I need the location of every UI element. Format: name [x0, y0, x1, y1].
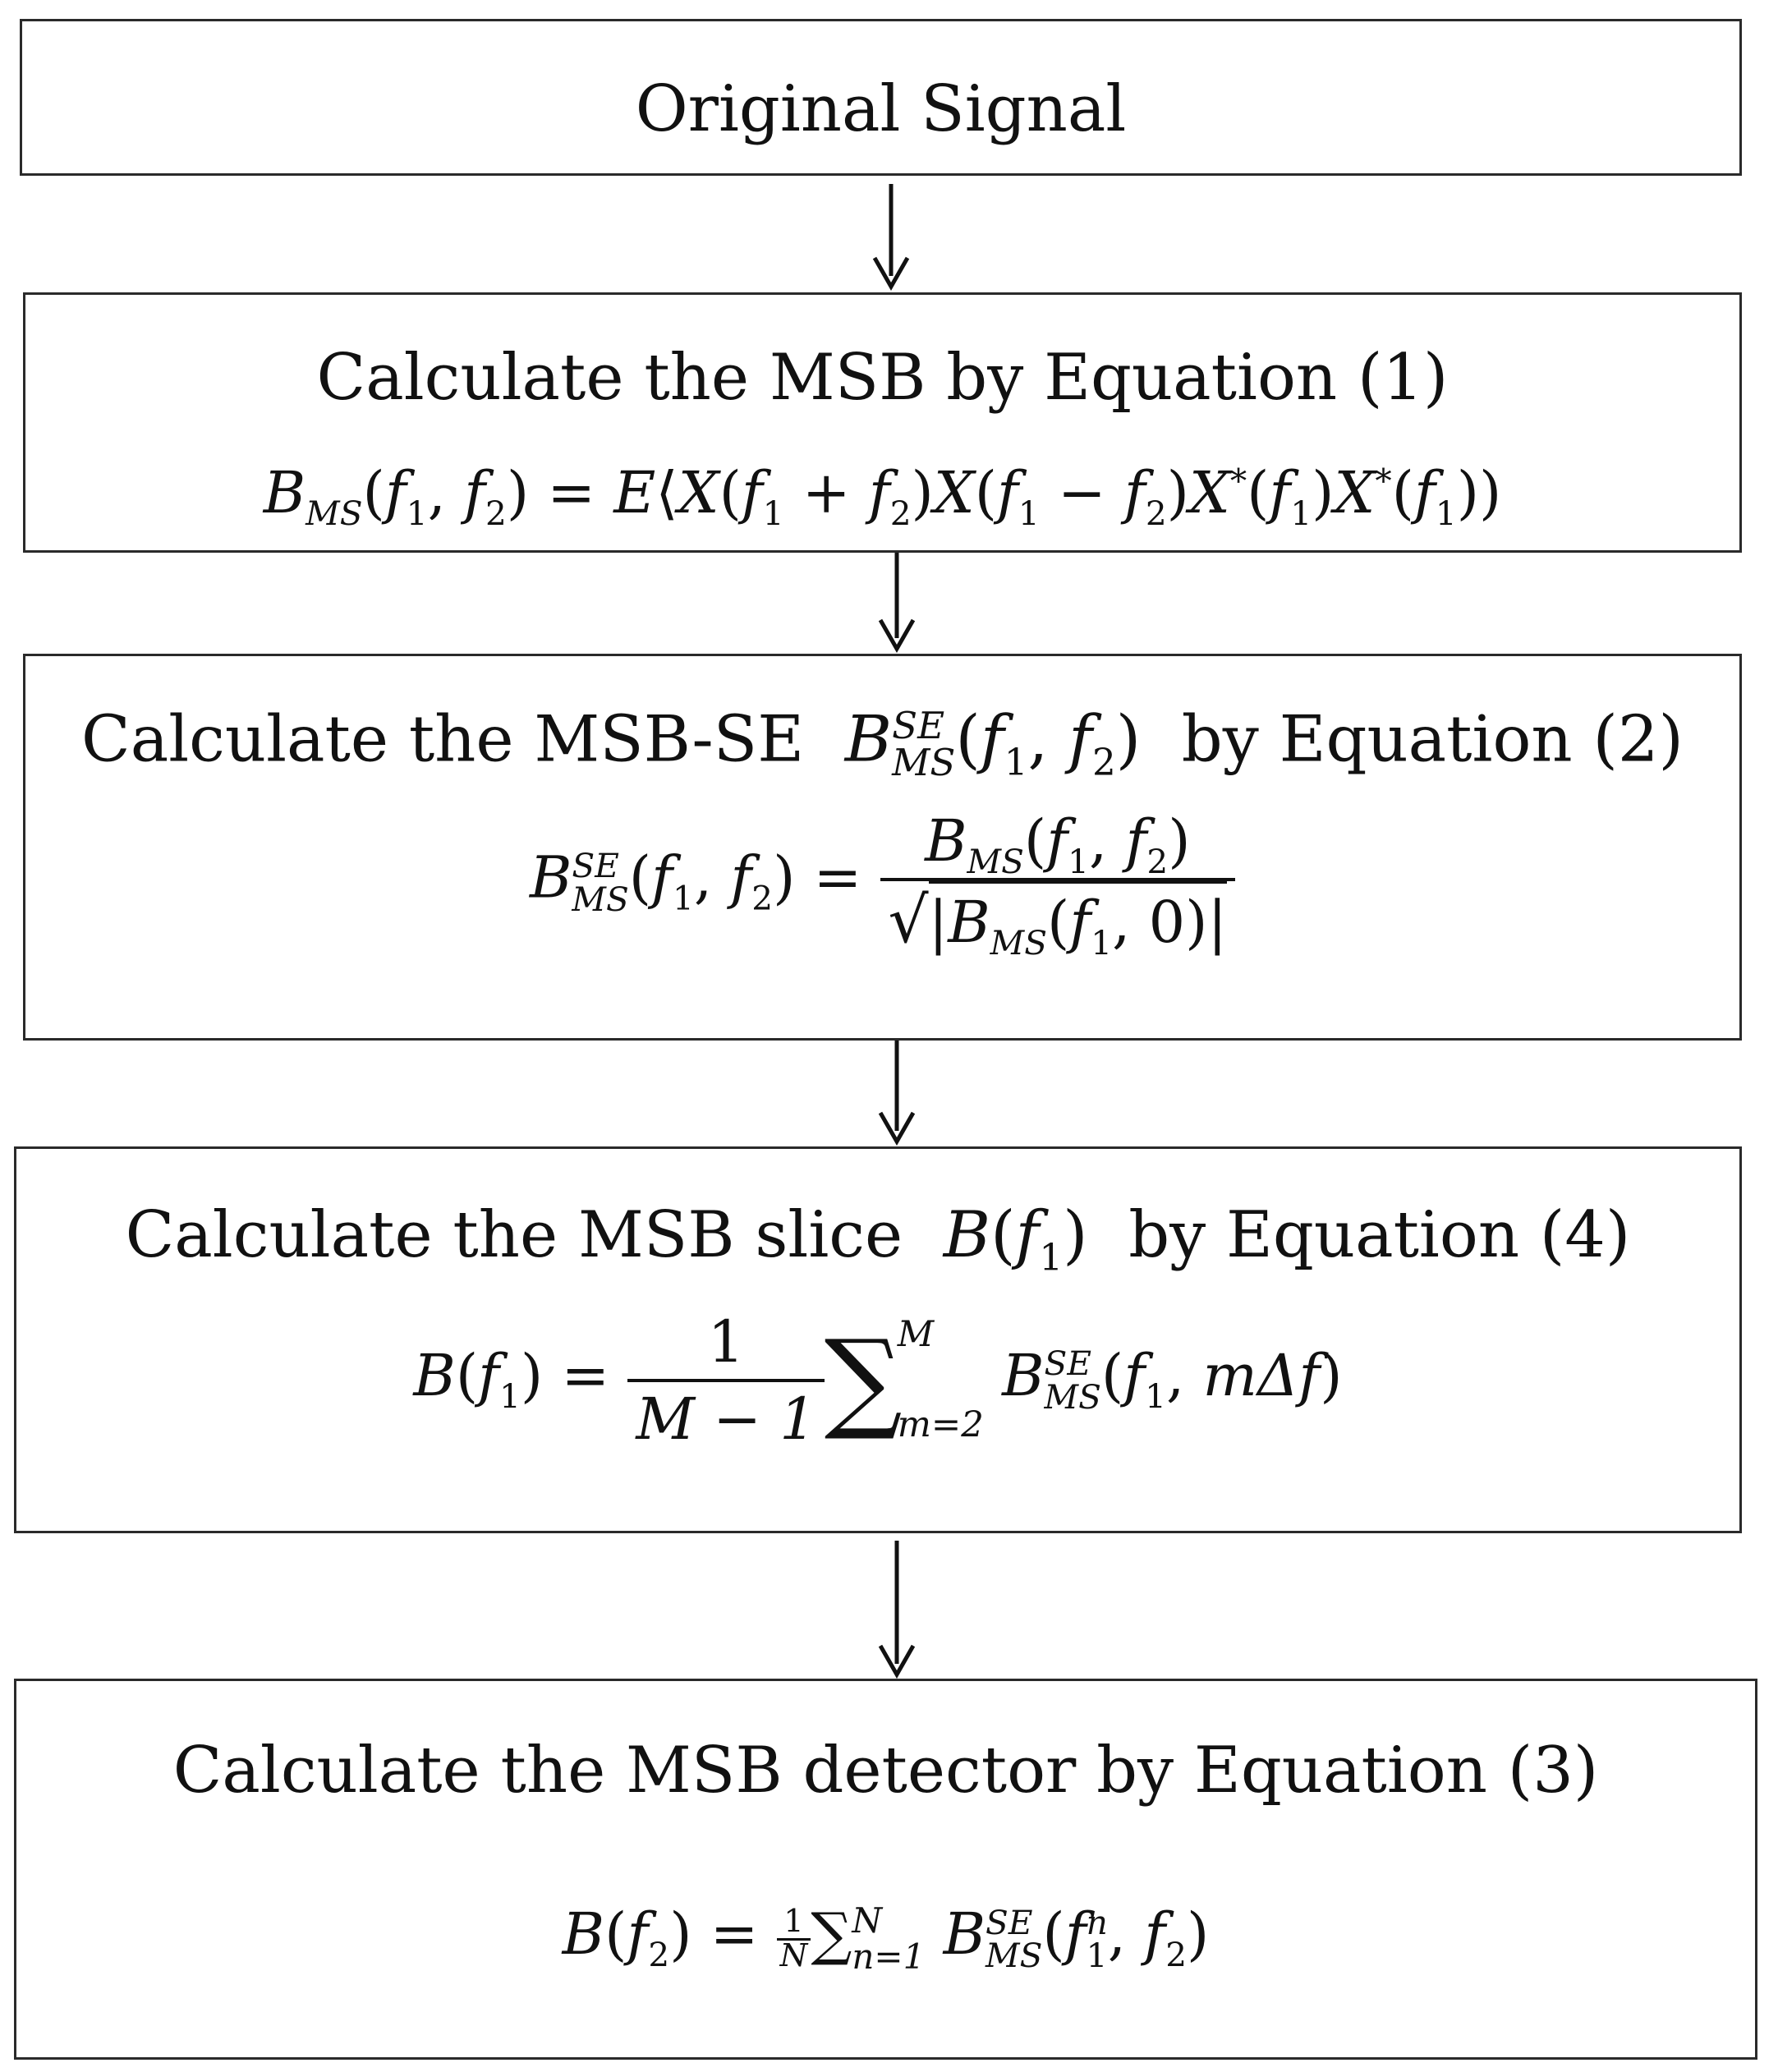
step-msb-se-title: Calculate the MSB-SE B SE MS ($f_1$, $f_2$) by Equation (2) — [81, 702, 1684, 785]
equation-4: $B(f_1)$ = $\frac{1}{M - 1}$ ∑ M m=2 B SE MS ($f_1$, mΔf) — [413, 1308, 1343, 1453]
step-msb-slice-title: Calculate the MSB slice $B(f_1)$ by Equation (4) — [125, 1198, 1631, 1279]
step-msb-slice-box — [14, 1146, 1742, 1533]
step-msb-box — [23, 292, 1742, 553]
step-msb-detector-box — [14, 1679, 1757, 2060]
step-msb-se-box — [23, 654, 1742, 1041]
flow-arrow-2 — [872, 553, 921, 654]
equation-2: B SE MS ($f_1$, $f_2$) = $\frac{B_{MS}(f_1, f_2)}{√|B_{MS}(f_1, 0)|}$ — [25, 812, 1739, 953]
flow-arrow-1 — [866, 184, 916, 292]
step-original-signal-box — [20, 19, 1742, 176]
step-msb-title: Calculate the MSB by Equation (1) — [316, 341, 1449, 415]
flow-arrow-4 — [872, 1541, 921, 1679]
equation-1: $B_{MS}(f_1$, $f_2$) = $E⟨X(f_1 + f_2)X(f_1 - f_2)X^*(f_1)X^*(f_1)$) — [263, 459, 1502, 533]
equation-3: $B(f_2)$ = $\frac{1}{N}$ ∑ N n=1 B SE MS (f n 1 , $f_2$) — [562, 1900, 1210, 1978]
flow-arrow-3 — [872, 1041, 921, 1146]
step-msb-detector-title: Calculate the MSB detector by Equation (3) — [172, 1734, 1599, 1808]
step-original-signal-title: Original Signal — [635, 72, 1127, 146]
